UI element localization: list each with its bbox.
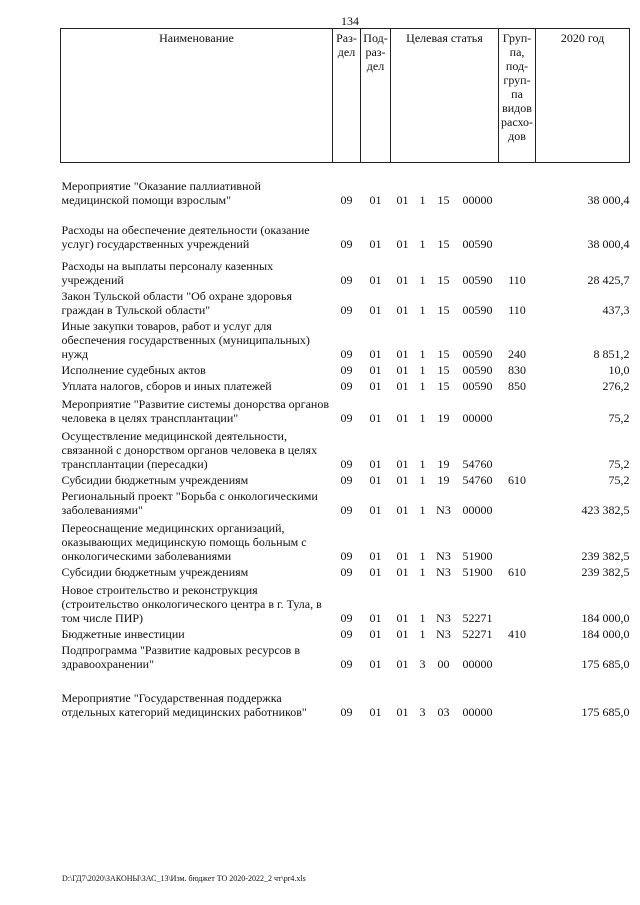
row-name: Подпрограмма "Развитие кадровых ресурсов в здравоохранении" <box>61 642 301 671</box>
row-name: Осуществление медицинской деятельности, связанной с донорством органов человека в целях трансплантации (пересадки) <box>61 428 318 471</box>
row-podrazdel: 01 <box>369 610 382 625</box>
row-expense-group <box>499 487 536 517</box>
row-target-event: 15 <box>437 302 450 317</box>
row-razdel: 09 <box>340 456 353 471</box>
row-target-direction: 00000 <box>462 656 493 671</box>
row-expense-group <box>499 671 536 719</box>
row-target-event: N3 <box>436 548 451 563</box>
row-amount: 8 851,2 <box>593 346 630 361</box>
row-podrazdel: 01 <box>369 362 382 377</box>
row-target-program: 01 <box>396 236 409 251</box>
row-target-program: 01 <box>396 548 409 563</box>
table-row <box>61 287 630 317</box>
row-podrazdel: 01 <box>369 456 382 471</box>
row-target-program: 01 <box>396 656 409 671</box>
row-target-event: N3 <box>436 502 451 517</box>
row-target-subprogram: 1 <box>419 502 426 517</box>
row-target-subprogram: 1 <box>419 192 426 207</box>
row-razdel: 09 <box>340 192 353 207</box>
row-amount: 239 382,5 <box>581 548 630 563</box>
row-target-direction: 00590 <box>462 302 493 317</box>
row-razdel: 09 <box>340 610 353 625</box>
row-expense-group: 830 <box>508 362 527 377</box>
row-razdel: 09 <box>340 472 353 487</box>
table-row <box>61 517 630 563</box>
row-amount: 38 000,4 <box>587 192 630 207</box>
row-razdel: 09 <box>340 704 353 719</box>
row-target-event: N3 <box>436 610 451 625</box>
table-row <box>61 625 630 641</box>
row-podrazdel: 01 <box>369 302 382 317</box>
row-target-event: N3 <box>436 564 451 579</box>
row-target-event: 15 <box>437 346 450 361</box>
row-amount: 175 685,0 <box>581 704 630 719</box>
row-expense-group: 610 <box>508 564 527 579</box>
row-target-direction: 00590 <box>462 346 493 361</box>
row-podrazdel: 01 <box>369 502 382 517</box>
row-razdel: 09 <box>340 346 353 361</box>
row-name: Закон Тульской области "Об охране здоровья граждан в Тульской области" <box>61 288 292 317</box>
row-podrazdel: 01 <box>369 704 382 719</box>
row-target-program: 01 <box>396 564 409 579</box>
row-expense-group: 110 <box>508 302 526 317</box>
row-razdel: 09 <box>340 362 353 377</box>
header-razdel: Раз-дел <box>333 29 361 163</box>
row-target-direction: 52271 <box>462 626 493 641</box>
row-target-event: 03 <box>437 704 450 719</box>
row-target-program: 01 <box>396 346 409 361</box>
row-razdel: 09 <box>340 564 353 579</box>
row-target-direction: 00590 <box>462 362 493 377</box>
table-row <box>61 487 630 517</box>
row-expense-group <box>499 163 536 207</box>
table-row <box>61 579 630 625</box>
row-target-event: 19 <box>437 472 450 487</box>
row-target-subprogram: 3 <box>419 704 426 719</box>
row-amount: 38 000,4 <box>587 236 630 251</box>
header-podrazdel: Под-раз-дел <box>361 29 391 163</box>
table-row <box>61 251 630 287</box>
row-target-direction: 54760 <box>462 456 493 471</box>
row-target-direction: 51900 <box>462 548 493 563</box>
row-target-program: 01 <box>396 192 409 207</box>
row-name: Мероприятие "Государственная поддержка отдельных категорий медицинских работников" <box>61 690 307 719</box>
row-target-subprogram: 1 <box>419 472 426 487</box>
row-target-direction: 52271 <box>462 610 493 625</box>
table-row <box>61 377 630 393</box>
row-target-direction: 00590 <box>462 236 493 251</box>
row-target-program: 01 <box>396 272 409 287</box>
row-razdel: 09 <box>340 272 353 287</box>
row-name: Расходы на обеспечение деятельности (оказание услуг) государственных учреждений <box>61 222 310 251</box>
row-amount: 437,3 <box>602 302 630 317</box>
row-razdel: 09 <box>340 302 353 317</box>
row-target-program: 01 <box>396 610 409 625</box>
row-podrazdel: 01 <box>369 656 382 671</box>
row-expense-group: 410 <box>508 626 527 641</box>
row-target-direction: 54760 <box>462 472 493 487</box>
row-target-program: 01 <box>396 410 409 425</box>
row-amount: 175 685,0 <box>581 656 630 671</box>
row-target-event: 19 <box>437 410 450 425</box>
header-name: Наименование <box>61 29 333 163</box>
row-target-direction: 00590 <box>462 378 493 393</box>
row-expense-group: 850 <box>508 378 527 393</box>
row-target-subprogram: 1 <box>419 378 426 393</box>
row-amount: 75,2 <box>608 472 630 487</box>
row-expense-group <box>499 641 536 671</box>
row-target-event: 15 <box>437 272 450 287</box>
table-row <box>61 671 630 719</box>
header-year: 2020 год <box>536 29 630 163</box>
row-podrazdel: 01 <box>369 564 382 579</box>
row-target-program: 01 <box>396 302 409 317</box>
row-target-direction: 00000 <box>462 502 493 517</box>
row-name: Мероприятие "Оказание паллиативной медицинской помощи взрослым" <box>61 178 261 207</box>
row-target-direction: 51900 <box>462 564 493 579</box>
row-target-direction: 00000 <box>462 410 493 425</box>
row-name: Новое строительство и реконструкция (строительство онкологического центра в г. Тула, в том числе ПИР) <box>61 582 322 625</box>
table-row <box>61 163 630 207</box>
table-row <box>61 471 630 487</box>
row-target-subprogram: 1 <box>419 610 426 625</box>
row-name: Иные закупки товаров, работ и услуг для обеспечения государственных (муниципальных) нужд <box>61 318 310 361</box>
row-target-subprogram: 1 <box>419 410 426 425</box>
row-target-event: 19 <box>437 456 450 471</box>
row-target-event: N3 <box>436 626 451 641</box>
table-row <box>61 425 630 471</box>
row-razdel: 09 <box>340 656 353 671</box>
row-expense-group: 240 <box>508 346 527 361</box>
row-name: Переоснащение медицинских организаций, оказывающих медицинскую помощь больным с онкологическими заболеваниями <box>61 520 307 563</box>
row-name: Субсидии бюджетным учреждениям <box>61 472 249 487</box>
row-target-subprogram: 1 <box>419 626 426 641</box>
row-target-program: 01 <box>396 502 409 517</box>
table-row <box>61 393 630 425</box>
row-razdel: 09 <box>340 626 353 641</box>
row-podrazdel: 01 <box>369 378 382 393</box>
row-razdel: 09 <box>340 236 353 251</box>
header-group: Груп-па, под-груп-па видов расхо-дов <box>499 29 536 163</box>
row-target-subprogram: 1 <box>419 548 426 563</box>
budget-table <box>60 28 630 719</box>
row-amount: 423 382,5 <box>581 502 630 517</box>
row-podrazdel: 01 <box>369 192 382 207</box>
row-amount: 276,2 <box>602 378 630 393</box>
row-razdel: 09 <box>340 548 353 563</box>
table-row <box>61 641 630 671</box>
row-target-event: 15 <box>437 378 450 393</box>
row-target-subprogram: 1 <box>419 236 426 251</box>
row-target-program: 01 <box>396 704 409 719</box>
row-podrazdel: 01 <box>369 472 382 487</box>
row-target-subprogram: 1 <box>419 272 426 287</box>
row-target-subprogram: 1 <box>419 564 426 579</box>
table-row <box>61 317 630 361</box>
row-target-subprogram: 1 <box>419 362 426 377</box>
row-podrazdel: 01 <box>369 410 382 425</box>
row-target-subprogram: 3 <box>419 656 426 671</box>
row-expense-group <box>499 393 536 425</box>
row-amount: 75,2 <box>608 456 630 471</box>
row-target-subprogram: 1 <box>419 302 426 317</box>
row-podrazdel: 01 <box>369 272 382 287</box>
table-row <box>61 361 630 377</box>
row-target-program: 01 <box>396 362 409 377</box>
row-target-subprogram: 1 <box>419 346 426 361</box>
row-podrazdel: 01 <box>369 346 382 361</box>
row-name: Уплата налогов, сборов и иных платежей <box>61 378 272 393</box>
row-amount: 184 000,0 <box>581 626 630 641</box>
row-amount: 239 382,5 <box>581 564 630 579</box>
row-expense-group <box>499 517 536 563</box>
row-amount: 184 000,0 <box>581 610 630 625</box>
row-amount: 10,0 <box>608 362 630 377</box>
row-target-event: 15 <box>437 236 450 251</box>
table-row <box>61 563 630 579</box>
row-target-event: 15 <box>437 362 450 377</box>
page-number: 134 <box>341 14 359 28</box>
row-expense-group <box>499 579 536 625</box>
row-name: Региональный проект "Борьба с онкологическими заболеваниями" <box>61 488 318 517</box>
row-target-program: 01 <box>396 378 409 393</box>
row-name: Бюджетные инвестиции <box>61 626 185 641</box>
row-target-program: 01 <box>396 626 409 641</box>
row-expense-group: 110 <box>508 272 526 287</box>
row-expense-group: 610 <box>508 472 527 487</box>
header-target: Целевая статья <box>391 29 499 163</box>
row-target-program: 01 <box>396 472 409 487</box>
row-target-event: 00 <box>437 656 450 671</box>
table-row <box>61 207 630 251</box>
row-razdel: 09 <box>340 410 353 425</box>
row-razdel: 09 <box>340 502 353 517</box>
row-target-program: 01 <box>396 456 409 471</box>
row-target-subprogram: 1 <box>419 456 426 471</box>
row-name: Исполнение судебных актов <box>61 362 206 377</box>
row-podrazdel: 01 <box>369 626 382 641</box>
row-podrazdel: 01 <box>369 236 382 251</box>
row-amount: 28 425,7 <box>587 272 630 287</box>
row-razdel: 09 <box>340 378 353 393</box>
row-target-direction: 00000 <box>462 192 493 207</box>
file-path-footer: D:\ГД7\2020\ЗАКОНЫ\ЗАС_13\Изм. бюджет ТО 2020-2022_2 чт\pr4.xls <box>62 874 306 883</box>
row-expense-group <box>499 425 536 471</box>
row-podrazdel: 01 <box>369 548 382 563</box>
row-name: Расходы на выплаты персоналу казенных учреждений <box>61 258 274 287</box>
row-target-direction: 00590 <box>462 272 493 287</box>
row-name: Мероприятие "Развитие системы донорства органов человека в целях трансплантации" <box>61 396 329 425</box>
row-amount: 75,2 <box>608 410 630 425</box>
row-target-direction: 00000 <box>462 704 493 719</box>
row-name: Субсидии бюджетным учреждениям <box>61 564 249 579</box>
row-target-event: 15 <box>437 192 450 207</box>
row-expense-group <box>499 207 536 251</box>
